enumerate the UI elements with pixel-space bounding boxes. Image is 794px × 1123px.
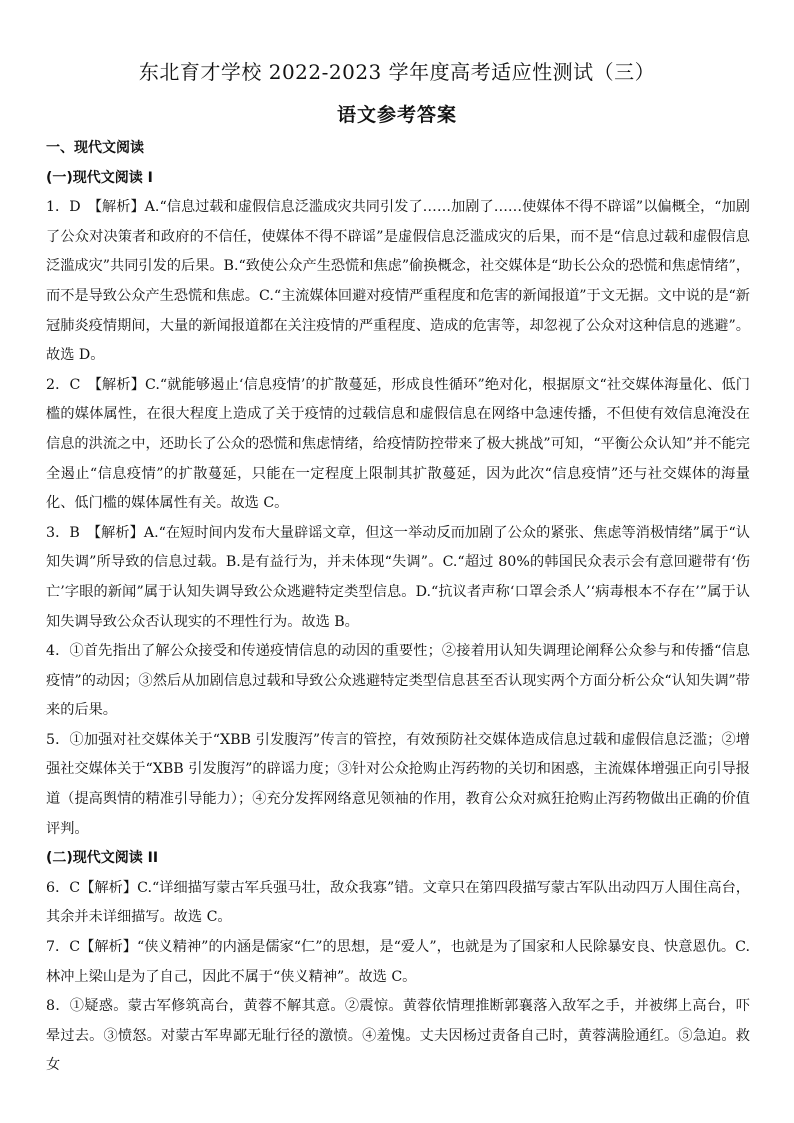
section-heading-modern-reading: 一、现代文阅读 [46,140,144,156]
document-subtitle: 语文参考答案 [336,104,457,126]
answer-content [46,134,750,1081]
answer-item-6: 6．C【解析】C.“详细描写蒙古军兵强马壮，敌众我寡”错。文章只在第四段描写蒙古军队出动四万人围住高台，其余并未详细描写。故选 C。 [46,879,750,926]
answer-item-3: 3．B 【解析】A.“在短时间内发布大量辟谣文章，但这一举动反而加剧了公众的紧张、焦虑等消极情绪”属于“认知失调”所导致的信息过载。B.是有益行为，并未体现“失调”。C.“超过 80%的韩国民众表示会有意回避带有‘伤亡’字眼的新闻”属于认知失调导致公众逃避特定类型信息。D.“抗议者声称‘口罩会杀人’‘病毒根本不存在’”属于认知失调导致公众否认现实的不理性行为。故选 B。 [46,524,750,630]
subsection-heading-reading-1: (一)现代文阅读 I [46,169,153,186]
answer-item-4: 4．①首先指出了解公众接受和传递疫情信息的动因的重要性；②接着用认知失调理论阐释公众参与和传播“信息疫情”的动因；③然后从加剧信息过载和导致公众逃避特定类型信息甚至否认现实两个方面分析公众“认知失调”带来的后果。 [46,643,750,719]
answer-item-1: 1．D 【解析】A.“信息过载和虚假信息泛滥成灾共同引发了……加剧了……使媒体不得不辟谣”以偏概全，“加剧了公众对决策者和政府的不信任，使媒体不得不辟谣”是虚假信息泛滥成灾的后果，而不是“信息过载和虚假信息泛滥成灾”共同引发的后果。B.“致使公众产生恐慌和焦虑”偷换概念，社交媒体是“助长公众的恐慌和焦虑情绪”，而不是导致公众产生恐慌和焦虑。C.“主流媒体回避对疫情严重程度和危害的新闻报道”于文无据。文中说的是“新冠肺炎疫情期间，大量的新闻报道都在关注疫情的严重程度、造成的危害等，却忽视了公众对这种信息的逃避”。故选 D。 [46,199,750,364]
subsection-heading-reading-2: (二)现代文阅读 II [46,850,159,867]
answer-item-8: 8．①疑惑。蒙古军修筑高台，黄蓉不解其意。②震惊。黄蓉依情理推断郭襄落入敌军之手，并被绑上高台，吓晕过去。③愤怒。对蒙古军卑鄙无耻行径的激愤。④羞愧。丈夫因杨过责备自己时，黄蓉满脸通红。⑤急迫。救女 [46,998,750,1074]
answer-item-7: 7．C【解析】“侠义精神”的内涵是儒家“仁”的思想，是“爱人”，也就是为了国家和人民除暴安良、快意恩仇。C.林冲上梁山是为了自己，因此不属于“侠义精神”。故选 C。 [46,939,750,985]
answer-item-2: 2．C 【解析】C.“就能够遏止‘信息疫情’的扩散蔓延，形成良性循环”绝对化，根据原文“社交媒体海量化、低门槛的媒体属性，在很大程度上造成了关于疫情的过载信息和虚假信息在网络中急速传播，不但使有效信息淹没在信息的洪流之中，还助长了公众的恐慌和焦虑情绪，给疫情防控带来了极大挑战”可知，“平衡公众认知”并不能完全遏止“信息疫情”的扩散蔓延，只能在一定程度上限制其扩散蔓延，因为此次“信息疫情”还与社交媒体的海量化、低门槛的媒体属性有关。故选 C。 [46,376,750,512]
answer-item-5: 5．①加强对社交媒体关于“XBB 引发腹泻”传言的管控，有效预防社交媒体造成信息过载和虚假信息泛滥；②增强社交媒体关于“XBB 引发腹泻”的辟谣力度；③针对公众抢购止泻药物的关切和困惑，主流媒体增强正向引导报道（提高舆情的精准引导能力）；④充分发挥网络意见领袖的作用，教育公众对疯狂抢购止泻药物做出正确的价值评判。 [46,731,750,837]
document-title: 东北育才学校 2022-2023 学年度高考适应性测试（三） [138,60,656,84]
